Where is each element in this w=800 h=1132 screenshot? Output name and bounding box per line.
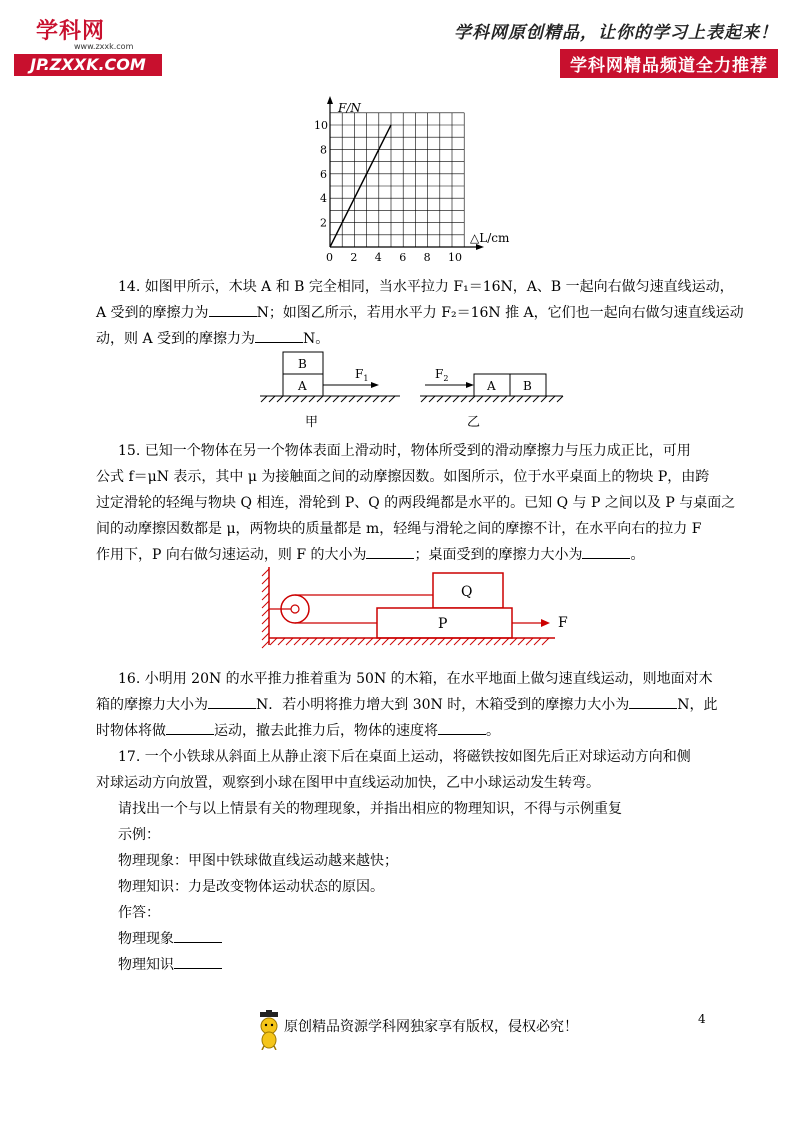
hatch-mark: [477, 396, 483, 402]
hatch-mark: [302, 638, 309, 645]
hatch-mark: [470, 638, 477, 645]
hatch-mark: [373, 396, 379, 402]
slogan: 学科网原创精品，让你的学习上表起来！: [454, 23, 778, 43]
logo-text: 学科网: [36, 19, 106, 44]
x-tick-label: 0: [326, 251, 333, 264]
q15-blank2[interactable]: [582, 544, 630, 559]
hatch-mark: [286, 638, 293, 645]
block-q-label: Q: [461, 584, 473, 600]
q17-blank2[interactable]: [174, 954, 222, 969]
hatch-mark: [269, 396, 275, 402]
hatch-mark: [262, 625, 269, 632]
q16-line1: 16. 小明用 20N 的水平推力推着重为 50N 的木箱，在水平地面上做匀速直线运动，则地面对木: [118, 671, 713, 687]
block-a-label: A: [298, 379, 307, 393]
q14-line1: 14. 如图甲所示，木块 A 和 B 完全相同，当水平拉力 F₁＝16N，A、B 一起向右做匀速直线运动，: [118, 279, 734, 295]
hatch-mark: [262, 569, 269, 576]
hatch-mark: [262, 609, 269, 616]
q15-figure: [255, 565, 585, 650]
q14-line3: 动，则 A 受到的摩擦力为 N。: [96, 326, 656, 352]
hatch-mark: [422, 638, 429, 645]
block-b-yi-label: B: [523, 379, 532, 393]
page-number: 4: [698, 1012, 706, 1026]
hatch-mark: [334, 638, 341, 645]
q16-blank1[interactable]: [208, 694, 256, 709]
force-f1-label: $F_1$: [355, 367, 369, 383]
pulley-axle: [291, 605, 299, 613]
force-f-label: F: [558, 615, 568, 631]
hatch-mark: [453, 396, 459, 402]
q17-line2: 对球运动方向放置，观察到小球在图甲中直线运动加快，乙中小球运动发生转弯。: [96, 775, 600, 791]
y-tick-label: 2: [320, 216, 327, 230]
hatch-mark: [309, 396, 315, 402]
hatch-mark: [301, 396, 307, 402]
hatch-mark: [294, 638, 301, 645]
y-axis-arrow: [327, 96, 333, 104]
block-a-yi-label: A: [487, 379, 496, 393]
x-tick-label: 6: [399, 251, 407, 264]
hatch-mark: [358, 638, 365, 645]
hatch-mark: [317, 396, 323, 402]
hatch-mark: [518, 638, 525, 645]
hatch-mark: [293, 396, 299, 402]
hatch-mark: [341, 396, 347, 402]
hatch-mark: [382, 638, 389, 645]
hatch-mark: [509, 396, 515, 402]
hatch-mark: [277, 396, 283, 402]
hatch-mark: [541, 396, 547, 402]
hatch-mark: [262, 585, 269, 592]
hatch-mark: [278, 638, 285, 645]
hatch-mark: [262, 601, 269, 608]
hatch-mark: [501, 396, 507, 402]
hatch-mark: [262, 633, 269, 640]
hatch-mark: [318, 638, 325, 645]
q14-blank1[interactable]: [209, 302, 257, 317]
force-f2-arrow: [466, 382, 474, 388]
hatch-mark: [525, 396, 531, 402]
q15-line5: 作用下，P 向右做匀速运动，则 F 的大小为 ；桌面受到的摩擦力大小为 。: [96, 542, 656, 568]
q14-blank2[interactable]: [255, 328, 303, 343]
hatch-mark: [430, 638, 437, 645]
hatch-mark: [366, 638, 373, 645]
hatch-mark: [310, 638, 317, 645]
hatch-mark: [461, 396, 467, 402]
q14-figures: [255, 350, 565, 430]
hatch-mark: [493, 396, 499, 402]
q15-blank1[interactable]: [366, 544, 414, 559]
hatch-mark: [526, 638, 533, 645]
hatch-mark: [381, 396, 387, 402]
hatch-mark: [325, 396, 331, 402]
footer-copyright: 原创精品资源学科网独家享有版权，侵权必究！: [284, 1019, 578, 1035]
y-axis-label: F/N: [338, 101, 361, 115]
q17-line3: 请找出一个与以上情景有关的物理现象，并指出相应的物理知识，不得与示例重复: [118, 801, 622, 817]
hatch-mark: [533, 396, 539, 402]
y-tick-label: 6: [320, 167, 327, 181]
force-extension-chart: [300, 92, 530, 267]
q15-line2: 公式 f＝μN 表示，其中 μ 为接触面之间的动摩擦因数。如图所示，位于水平桌面上的物块 P，由跨: [96, 469, 710, 485]
q16-blank4[interactable]: [438, 720, 486, 735]
hatch-mark: [454, 638, 461, 645]
chart-grid: [330, 113, 464, 247]
caption-yi: 乙: [467, 415, 481, 430]
hatch-mark: [261, 396, 267, 402]
hatch-mark: [390, 638, 397, 645]
hatch-mark: [469, 396, 475, 402]
logo-site: JP.ZXXK.COM: [14, 54, 162, 76]
hatch-mark: [542, 638, 549, 645]
hatch-mark: [517, 396, 523, 402]
q17-answer-phenomenon: 物理现象: [118, 926, 678, 952]
hatch-mark: [485, 396, 491, 402]
q16-blank2[interactable]: [629, 694, 677, 709]
hatch-mark: [414, 638, 421, 645]
force-f1-arrow: [371, 382, 379, 388]
q15-line4: 间的动摩擦因数都是 μ，两物块的质量都是 m，轻绳与滑轮之间的摩擦不计，在水平向右的拉力 F: [96, 521, 702, 537]
hatch-mark: [406, 638, 413, 645]
x-tick-label: 10: [448, 251, 462, 264]
hatch-mark: [438, 638, 445, 645]
hatch-mark: [429, 396, 435, 402]
q17-example-knowledge: 物理知识：力是改变物体运动状态的原因。: [118, 879, 384, 895]
hatch-mark: [421, 396, 427, 402]
q17-example-label: 示例：: [118, 827, 160, 843]
hatch-mark: [398, 638, 405, 645]
force-f2-label: $F_2$: [435, 367, 449, 383]
site-logo: [14, 14, 174, 74]
mascot-icon: [256, 1010, 282, 1050]
hatch-mark: [502, 638, 509, 645]
hatch-mark: [365, 396, 371, 402]
y-tick-label: 4: [320, 192, 327, 206]
x-tick-label: 8: [423, 251, 431, 264]
hatch-mark: [333, 396, 339, 402]
q17-answer-knowledge: 物理知识: [118, 952, 678, 978]
hatch-mark: [494, 638, 501, 645]
x-tick-label: 4: [374, 251, 382, 264]
block-b-label: B: [298, 357, 307, 371]
q15-line3: 过定滑轮的轻绳与物块 Q 相连，滑轮到 P、Q 的两段绳都是水平的。已知 Q 与 P 之间以及 P 与桌面之: [96, 495, 736, 511]
q16-blank3[interactable]: [166, 720, 214, 735]
hatch-mark: [510, 638, 517, 645]
hatch-mark: [262, 593, 269, 600]
hatch-mark: [462, 638, 469, 645]
hatch-mark: [374, 638, 381, 645]
y-tick-label: 8: [320, 143, 327, 157]
y-tick-label: 10: [314, 119, 328, 132]
q17-blank1[interactable]: [174, 928, 222, 943]
q16-line2: 箱的摩擦力大小为 N．若小明将推力增大到 30N 时，木箱受到的摩擦力大小为 N，此: [96, 692, 656, 718]
logo-sub: www.zxxk.com: [74, 42, 134, 51]
hatch-mark: [262, 617, 269, 624]
hatch-mark: [557, 396, 563, 402]
block-p-label: P: [438, 616, 448, 632]
hatch-mark: [326, 638, 333, 645]
hatch-mark: [389, 396, 395, 402]
recommend-banner: 学科网精品频道全力推荐: [560, 49, 778, 78]
q15-line1: 15. 已知一个物体在另一个物体表面上滑动时，物体所受到的滑动摩擦力与压力成正比，可用: [118, 443, 691, 459]
hatch-mark: [270, 638, 277, 645]
hatch-mark: [262, 641, 269, 648]
force-f-arrow: [541, 619, 550, 627]
hatch-mark: [446, 638, 453, 645]
x-tick-label: 2: [350, 251, 358, 264]
hatch-mark: [262, 577, 269, 584]
q14-line2: A 受到的摩擦力为 N；如图乙所示，若用水平力 F₂＝16N 推 A，它们也一起向右做匀速直线运动: [96, 300, 656, 326]
hatch-mark: [357, 396, 363, 402]
q16-line3: 时物体将做 运动，撤去此推力后，物体的速度将 。: [96, 718, 656, 744]
hatch-mark: [534, 638, 541, 645]
hatch-mark: [285, 396, 291, 402]
hatch-mark: [437, 396, 443, 402]
hatch-mark: [478, 638, 485, 645]
q17-line1: 17. 一个小铁球从斜面上从静止滚下后在桌面上运动，将磁铁按如图先后正对球运动方向和侧: [118, 749, 691, 765]
hatch-mark: [445, 396, 451, 402]
x-axis-label: △L/cm: [470, 231, 510, 245]
header-right: [454, 18, 778, 78]
hatch-mark: [342, 638, 349, 645]
q17-example-phenomenon: 物理现象：甲图中铁球做直线运动越来越快；: [118, 853, 398, 869]
caption-jia: 甲: [305, 415, 319, 430]
hatch-mark: [350, 638, 357, 645]
hatch-mark: [486, 638, 493, 645]
hatch-mark: [349, 396, 355, 402]
q17-answer-label: 作答：: [118, 905, 160, 921]
hatch-mark: [549, 396, 555, 402]
